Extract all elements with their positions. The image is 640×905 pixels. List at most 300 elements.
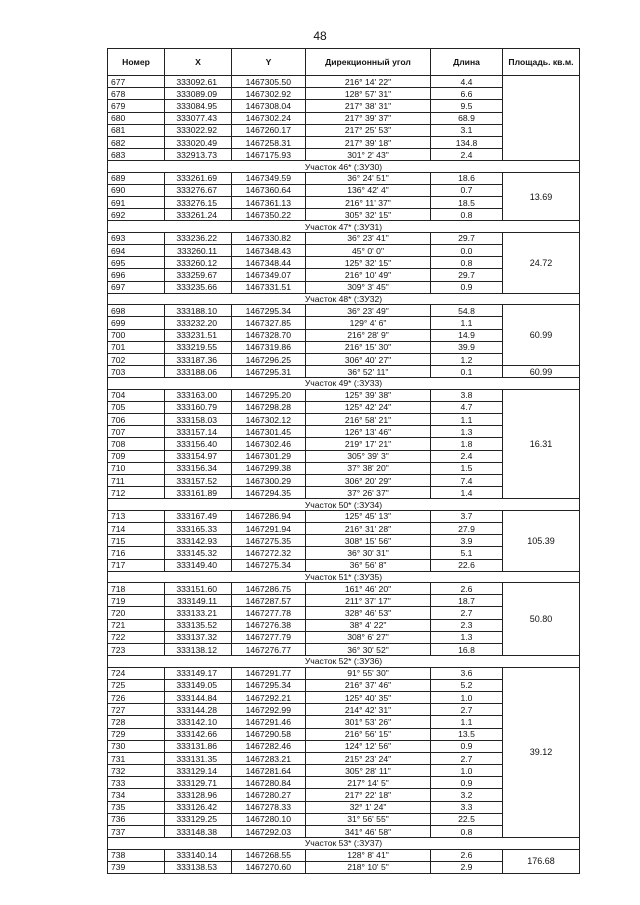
- direction-angle: 216° 56' 15": [306, 728, 431, 740]
- coord-x: 333232.20: [165, 317, 232, 329]
- direction-angle: 37° 38' 20": [306, 462, 431, 474]
- direction-angle: 38° 4' 22": [306, 619, 431, 631]
- point-number: 739: [108, 861, 165, 873]
- coord-y: 1467295.20: [232, 389, 306, 401]
- length: 1.1: [431, 317, 503, 329]
- length: 29.7: [431, 269, 503, 281]
- direction-angle: 37° 26' 37": [306, 487, 431, 499]
- coord-y: 1467361.13: [232, 197, 306, 209]
- length: 0.8: [431, 209, 503, 221]
- coord-y: 1467280.10: [232, 813, 306, 825]
- point-number: 731: [108, 752, 165, 764]
- direction-angle: 305° 32' 15": [306, 209, 431, 221]
- length: 2.4: [431, 149, 503, 161]
- point-number: 711: [108, 475, 165, 487]
- direction-angle: 216° 31' 28": [306, 522, 431, 534]
- length: 1.0: [431, 691, 503, 703]
- coord-y: 1467302.12: [232, 414, 306, 426]
- length: 1.1: [431, 716, 503, 728]
- coord-x: 333149.40: [165, 559, 232, 571]
- coord-x: 333020.49: [165, 136, 232, 148]
- coord-y: 1467275.35: [232, 535, 306, 547]
- direction-angle: 217° 39' 18": [306, 136, 431, 148]
- coord-x: 333138.12: [165, 644, 232, 656]
- point-number: 694: [108, 245, 165, 257]
- direction-angle: 328° 46' 53": [306, 607, 431, 619]
- direction-angle: 36° 56' 8": [306, 559, 431, 571]
- coord-y: 1467350.22: [232, 209, 306, 221]
- point-number: 701: [108, 341, 165, 353]
- point-number: 699: [108, 317, 165, 329]
- coord-y: 1467291.94: [232, 522, 306, 534]
- length: 0.9: [431, 740, 503, 752]
- coord-x: 333160.79: [165, 401, 232, 413]
- coord-x: 333259.67: [165, 269, 232, 281]
- point-number: 691: [108, 197, 165, 209]
- direction-angle: 211° 37' 17": [306, 595, 431, 607]
- coord-x: 333092.61: [165, 76, 232, 88]
- coord-y: 1467299.38: [232, 462, 306, 474]
- direction-angle: 36° 23' 49": [306, 305, 431, 317]
- point-number: 714: [108, 522, 165, 534]
- coord-y: 1467175.93: [232, 149, 306, 161]
- direction-angle: 126° 13' 46": [306, 426, 431, 438]
- point-number: 733: [108, 777, 165, 789]
- direction-angle: 301° 2' 43": [306, 149, 431, 161]
- point-number: 689: [108, 172, 165, 184]
- length: 2.4: [431, 450, 503, 462]
- coord-x: 333137.32: [165, 631, 232, 643]
- direction-angle: 91° 55' 30": [306, 667, 431, 679]
- coord-y: 1467330.82: [232, 232, 306, 244]
- coord-y: 1467276.38: [232, 619, 306, 631]
- coord-x: 333260.12: [165, 257, 232, 269]
- header-number: Номер: [108, 49, 165, 76]
- section-row: [108, 161, 580, 172]
- point-number: 700: [108, 329, 165, 341]
- point-number: 721: [108, 619, 165, 631]
- coord-x: 333129.71: [165, 777, 232, 789]
- coord-y: 1467282.46: [232, 740, 306, 752]
- coordinates-table: [107, 48, 580, 874]
- point-number: 723: [108, 644, 165, 656]
- table-row: [108, 583, 580, 595]
- point-number: 726: [108, 691, 165, 703]
- table-row: [108, 172, 580, 184]
- direction-angle: 124° 12' 56": [306, 740, 431, 752]
- length: 22.5: [431, 813, 503, 825]
- coord-y: 1467258.31: [232, 136, 306, 148]
- coord-y: 1467301.29: [232, 450, 306, 462]
- page-number: 48: [313, 29, 327, 43]
- coord-x: 333231.51: [165, 329, 232, 341]
- coord-y: 1467272.32: [232, 547, 306, 559]
- area-cell: 24.72: [503, 232, 580, 293]
- direction-angle: 136° 42' 4": [306, 184, 431, 196]
- direction-angle: 218° 10' 5": [306, 861, 431, 873]
- coord-x: 333089.09: [165, 88, 232, 100]
- area-cell: 16.31: [503, 389, 580, 499]
- length: 1.2: [431, 353, 503, 365]
- coord-x: 333236.22: [165, 232, 232, 244]
- coord-y: 1467276.77: [232, 644, 306, 656]
- coord-y: 1467300.29: [232, 475, 306, 487]
- table-body: [108, 76, 580, 874]
- length: 1.5: [431, 462, 503, 474]
- direction-angle: 125° 42' 24": [306, 401, 431, 413]
- length: 2.6: [431, 849, 503, 861]
- coord-x: 333187.36: [165, 353, 232, 365]
- coord-y: 1467295.34: [232, 679, 306, 691]
- direction-angle: 306° 20' 29": [306, 475, 431, 487]
- point-number: 737: [108, 826, 165, 838]
- length: 1.3: [431, 426, 503, 438]
- direction-angle: 36° 23' 41": [306, 232, 431, 244]
- coord-x: 333188.06: [165, 366, 232, 378]
- coord-y: 1467291.77: [232, 667, 306, 679]
- coord-y: 1467328.70: [232, 329, 306, 341]
- direction-angle: 217° 14' 5": [306, 777, 431, 789]
- coord-y: 1467291.46: [232, 716, 306, 728]
- coord-x: 333077.43: [165, 112, 232, 124]
- area-cell: 13.69: [503, 172, 580, 221]
- length: 54.8: [431, 305, 503, 317]
- length: 0.7: [431, 184, 503, 196]
- direction-angle: 305° 39' 3": [306, 450, 431, 462]
- point-number: 683: [108, 149, 165, 161]
- direction-angle: 305° 28' 11": [306, 765, 431, 777]
- length: 3.8: [431, 389, 503, 401]
- direction-angle: 36° 30' 31": [306, 547, 431, 559]
- coord-y: 1467331.51: [232, 281, 306, 293]
- point-number: 697: [108, 281, 165, 293]
- coord-y: 1467308.04: [232, 100, 306, 112]
- length: 0.9: [431, 777, 503, 789]
- section-title: Участок 46* (:ЗУ30): [108, 161, 580, 172]
- length: 0.8: [431, 257, 503, 269]
- section-row: [108, 378, 580, 389]
- coord-x: 333156.40: [165, 438, 232, 450]
- length: 0.0: [431, 245, 503, 257]
- direction-angle: 216° 28' 9": [306, 329, 431, 341]
- length: 134.8: [431, 136, 503, 148]
- coord-x: 333128.96: [165, 789, 232, 801]
- length: 4.4: [431, 76, 503, 88]
- length: 3.1: [431, 124, 503, 136]
- coord-y: 1467283.21: [232, 752, 306, 764]
- coord-y: 1467305.50: [232, 76, 306, 88]
- coord-x: 333149.17: [165, 667, 232, 679]
- length: 1.0: [431, 765, 503, 777]
- table-row: [108, 389, 580, 401]
- section-title: Участок 49* (:ЗУ33): [108, 378, 580, 389]
- coord-y: 1467270.60: [232, 861, 306, 873]
- coord-y: 1467294.35: [232, 487, 306, 499]
- coord-y: 1467301.45: [232, 426, 306, 438]
- section-row: [108, 656, 580, 667]
- direction-angle: 32° 1' 24": [306, 801, 431, 813]
- coord-y: 1467278.33: [232, 801, 306, 813]
- length: 3.9: [431, 535, 503, 547]
- header-length: Длина: [431, 49, 503, 76]
- direction-angle: 219° 17' 21": [306, 438, 431, 450]
- direction-angle: 216° 11' 37": [306, 197, 431, 209]
- point-number: 735: [108, 801, 165, 813]
- length: 18.5: [431, 197, 503, 209]
- direction-angle: 216° 58' 21": [306, 414, 431, 426]
- length: 68.9: [431, 112, 503, 124]
- length: 3.3: [431, 801, 503, 813]
- coord-x: 333151.60: [165, 583, 232, 595]
- length: 2.7: [431, 752, 503, 764]
- direction-angle: 216° 10' 49": [306, 269, 431, 281]
- point-number: 693: [108, 232, 165, 244]
- point-number: 682: [108, 136, 165, 148]
- point-number: 728: [108, 716, 165, 728]
- point-number: 679: [108, 100, 165, 112]
- coord-x: 333261.69: [165, 172, 232, 184]
- coord-y: 1467281.64: [232, 765, 306, 777]
- coord-x: 333129.14: [165, 765, 232, 777]
- section-title: Участок 50* (:ЗУ34): [108, 499, 580, 510]
- coord-y: 1467290.58: [232, 728, 306, 740]
- coord-x: 333133.21: [165, 607, 232, 619]
- coord-y: 1467302.92: [232, 88, 306, 100]
- coord-x: 333149.11: [165, 595, 232, 607]
- point-number: 724: [108, 667, 165, 679]
- direction-angle: 217° 39' 37": [306, 112, 431, 124]
- coord-y: 1467295.31: [232, 366, 306, 378]
- length: 14.9: [431, 329, 503, 341]
- coord-x: 333157.52: [165, 475, 232, 487]
- header-y: Y: [232, 49, 306, 76]
- direction-angle: 36° 52' 11": [306, 366, 431, 378]
- header-area: Площадь. кв.м.: [503, 49, 580, 76]
- length: 22.6: [431, 559, 503, 571]
- area-cell: [503, 76, 580, 161]
- area-cell: 105.39: [503, 510, 580, 571]
- coord-x: 333149.05: [165, 679, 232, 691]
- length: 16.8: [431, 644, 503, 656]
- section-row: [108, 221, 580, 232]
- point-number: 729: [108, 728, 165, 740]
- point-number: 725: [108, 679, 165, 691]
- coord-x: 333161.89: [165, 487, 232, 499]
- coord-x: 333260.11: [165, 245, 232, 257]
- direction-angle: 217° 22' 18": [306, 789, 431, 801]
- coord-y: 1467280.84: [232, 777, 306, 789]
- coord-y: 1467292.99: [232, 704, 306, 716]
- header-x: X: [165, 49, 232, 76]
- coord-y: 1467348.43: [232, 245, 306, 257]
- direction-angle: 161° 46' 20": [306, 583, 431, 595]
- coord-y: 1467260.17: [232, 124, 306, 136]
- direction-angle: 125° 32' 15": [306, 257, 431, 269]
- coord-x: 333154.97: [165, 450, 232, 462]
- length: 0.1: [431, 366, 503, 378]
- table-row: [108, 366, 580, 378]
- coord-y: 1467349.07: [232, 269, 306, 281]
- coord-y: 1467268.55: [232, 849, 306, 861]
- coord-x: 333158.03: [165, 414, 232, 426]
- coord-x: 333261.24: [165, 209, 232, 221]
- direction-angle: 36° 30' 52": [306, 644, 431, 656]
- coord-x: 333135.52: [165, 619, 232, 631]
- length: 6.6: [431, 88, 503, 100]
- coord-y: 1467327.85: [232, 317, 306, 329]
- area-cell: 176.68: [503, 849, 580, 873]
- length: 5.2: [431, 679, 503, 691]
- coord-x: 333157.14: [165, 426, 232, 438]
- point-number: 715: [108, 535, 165, 547]
- length: 27.9: [431, 522, 503, 534]
- point-number: 703: [108, 366, 165, 378]
- table-header-row: [108, 49, 580, 76]
- coord-x: 333140.14: [165, 849, 232, 861]
- coord-y: 1467286.75: [232, 583, 306, 595]
- coord-y: 1467277.78: [232, 607, 306, 619]
- coord-y: 1467286.94: [232, 510, 306, 522]
- coord-x: 333235.66: [165, 281, 232, 293]
- length: 0.8: [431, 826, 503, 838]
- direction-angle: 341° 46' 58": [306, 826, 431, 838]
- coord-y: 1467302.46: [232, 438, 306, 450]
- section-title: Участок 51* (:ЗУ35): [108, 571, 580, 582]
- coord-x: 333276.15: [165, 197, 232, 209]
- length: 2.9: [431, 861, 503, 873]
- point-number: 690: [108, 184, 165, 196]
- coord-y: 1467295.34: [232, 305, 306, 317]
- length: 2.6: [431, 583, 503, 595]
- length: 18.7: [431, 595, 503, 607]
- coord-x: 333219.55: [165, 341, 232, 353]
- area-cell: 39.12: [503, 667, 580, 838]
- direction-angle: 216° 37' 46": [306, 679, 431, 691]
- direction-angle: 216° 14' 22": [306, 76, 431, 88]
- coord-x: 333165.33: [165, 522, 232, 534]
- coord-y: 1467298.28: [232, 401, 306, 413]
- direction-angle: 214° 42' 31": [306, 704, 431, 716]
- coord-y: 1467319.86: [232, 341, 306, 353]
- point-number: 713: [108, 510, 165, 522]
- point-number: 710: [108, 462, 165, 474]
- coord-x: 333156.34: [165, 462, 232, 474]
- point-number: 732: [108, 765, 165, 777]
- length: 3.2: [431, 789, 503, 801]
- length: 3.6: [431, 667, 503, 679]
- length: 2.3: [431, 619, 503, 631]
- coord-y: 1467296.25: [232, 353, 306, 365]
- coord-x: 333188.10: [165, 305, 232, 317]
- point-number: 712: [108, 487, 165, 499]
- table-row: [108, 510, 580, 522]
- point-number: 736: [108, 813, 165, 825]
- coord-y: 1467280.27: [232, 789, 306, 801]
- coord-x: 333167.49: [165, 510, 232, 522]
- point-number: 698: [108, 305, 165, 317]
- coord-x: 333142.66: [165, 728, 232, 740]
- coord-y: 1467292.03: [232, 826, 306, 838]
- table-row: [108, 667, 580, 679]
- coord-x: 333131.35: [165, 752, 232, 764]
- length: 5.1: [431, 547, 503, 559]
- point-number: 707: [108, 426, 165, 438]
- direction-angle: 125° 45' 13": [306, 510, 431, 522]
- point-number: 708: [108, 438, 165, 450]
- coord-y: 1467302.24: [232, 112, 306, 124]
- point-number: 705: [108, 401, 165, 413]
- section-title: Участок 53* (:ЗУ37): [108, 838, 580, 849]
- point-number: 677: [108, 76, 165, 88]
- coord-x: 333142.10: [165, 716, 232, 728]
- direction-angle: 36° 24' 51": [306, 172, 431, 184]
- point-number: 709: [108, 450, 165, 462]
- point-number: 706: [108, 414, 165, 426]
- length: 13.5: [431, 728, 503, 740]
- coord-x: 333276.67: [165, 184, 232, 196]
- length: 4.7: [431, 401, 503, 413]
- table-row: [108, 232, 580, 244]
- point-number: 716: [108, 547, 165, 559]
- section-row: [108, 499, 580, 510]
- header-direction-angle: Дирекционный угол: [306, 49, 431, 76]
- direction-angle: 217° 25' 53": [306, 124, 431, 136]
- length: 7.4: [431, 475, 503, 487]
- point-number: 722: [108, 631, 165, 643]
- point-number: 692: [108, 209, 165, 221]
- table-row: [108, 76, 580, 88]
- length: 0.9: [431, 281, 503, 293]
- length: 1.8: [431, 438, 503, 450]
- direction-angle: 306° 40' 27": [306, 353, 431, 365]
- direction-angle: 45° 0' 0": [306, 245, 431, 257]
- coord-y: 1467287.57: [232, 595, 306, 607]
- direction-angle: 125° 39' 38": [306, 389, 431, 401]
- length: 1.4: [431, 487, 503, 499]
- direction-angle: 216° 15' 30": [306, 341, 431, 353]
- direction-angle: 301° 53' 26": [306, 716, 431, 728]
- point-number: 727: [108, 704, 165, 716]
- coord-y: 1467275.34: [232, 559, 306, 571]
- area-cell: 60.99: [503, 366, 580, 378]
- direction-angle: 217° 38' 31": [306, 100, 431, 112]
- point-number: 718: [108, 583, 165, 595]
- coord-x: 333138.53: [165, 861, 232, 873]
- point-number: 717: [108, 559, 165, 571]
- coord-y: 1467292.21: [232, 691, 306, 703]
- length: 2.7: [431, 704, 503, 716]
- section-row: [108, 293, 580, 304]
- table-row: [108, 305, 580, 317]
- direction-angle: 309° 3' 45": [306, 281, 431, 293]
- section-title: Участок 47* (:ЗУ31): [108, 221, 580, 232]
- coord-x: 333131.86: [165, 740, 232, 752]
- section-title: Участок 48* (:ЗУ32): [108, 293, 580, 304]
- point-number: 719: [108, 595, 165, 607]
- length: 29.7: [431, 232, 503, 244]
- area-cell: 50.80: [503, 583, 580, 656]
- coord-x: 333129.25: [165, 813, 232, 825]
- coord-x: 333144.28: [165, 704, 232, 716]
- coord-x: 333126.42: [165, 801, 232, 813]
- coord-x: 333142.93: [165, 535, 232, 547]
- point-number: 695: [108, 257, 165, 269]
- point-number: 678: [108, 88, 165, 100]
- section-row: [108, 838, 580, 849]
- coord-y: 1467348.44: [232, 257, 306, 269]
- direction-angle: 308° 15' 56": [306, 535, 431, 547]
- section-row: [108, 571, 580, 582]
